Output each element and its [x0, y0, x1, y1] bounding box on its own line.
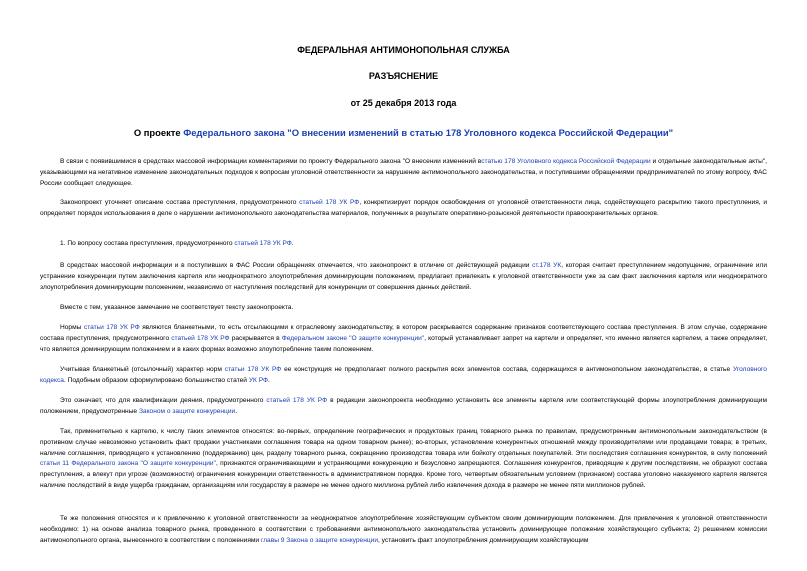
article-178-link[interactable]: статьей 178 УК РФ — [266, 397, 328, 404]
article-178-link[interactable]: статьей 178 УК РФ — [234, 240, 292, 247]
article-178-short-link[interactable]: ст.178 УК — [532, 262, 562, 269]
paragraph-5 — [40, 303, 767, 314]
paragraph-text: . — [291, 240, 294, 247]
document-title — [0, 127, 807, 138]
document-type: РАЗЪЯСНЕНИЕ — [368, 71, 439, 81]
paragraph-text: Так, применительно к картелю, к числу таких элементов относятся: во-первых, определение географических и продуктовых границ товарного рынка по правилам, предусмотренным антимонопольным законодательством (в противном случае невозможно установить факт продажи участниками соглашения товара на одном товарном рынке); во-вторых, установление конкурентных отношений между производителями или продавцами товара; в третьих, наличие соглашения, приводящего к установлению (поддержанию) цен, разделу товарного рынка, сокращению производства товара или бойкоту отдельных покупателей. Эти последствия соглашения конкурентов, в силу положений — [40, 428, 767, 457]
paragraph-2 — [40, 198, 767, 220]
article-178-link[interactable]: статью 178 Уголовного кодекса Российской Федерации — [481, 158, 651, 165]
paragraph-text: , который устанавливает запрет на картели и определяет, что именно является картелем, а также определяет, что является доминирующим положением и в каких формах возможно злоупотребление таким положением. — [40, 334, 768, 353]
paragraph-text: 1. По вопросу состава преступления, предусмотренного — [60, 240, 235, 247]
paragraph-text: , установить факт злоупотребления доминирующим хозяйствующим — [378, 536, 589, 544]
paragraph-text: Законопроект уточняет описание состава преступления, предусмотренного — [60, 199, 300, 206]
competition-law-link[interactable]: Федеральном законе "О защите конкуренции" — [281, 334, 425, 342]
paragraph-text: Те же положения относятся и к привлечению к уголовной ответственности за неоднократное злоупотребление хозяйствующим субъектом своим доминирующим положением. Для привлечения к уголовной ответственности необходимо: 1) на основе анализа товарного рынка, проведенного в соответствии с требованиями антимонопольного законодательства установить доминирующее положение хозяйствующего субъекта; 2) решением комиссии антимонопольного органа, вынесенного в соответствии с положениями — [40, 515, 767, 544]
paragraph-text: Нормы — [60, 324, 84, 331]
title-prefix: О проекте — [133, 127, 184, 138]
paragraph-4 — [40, 261, 767, 293]
paragraph-text: В средствах массовой информации и в поступивших в ФАС России обращениях отмечается, что законопроект в отличие от действующей редакции — [60, 262, 533, 269]
paragraph-text: В связи с появившимися в средствах массовой информации комментариями по проекту Федерального закона "О внесении изменений в — [60, 158, 482, 165]
competition-law-link[interactable]: Законом о защите конкуренции — [138, 407, 236, 415]
paragraph-text: , которая считает преступлением недопущение, ограничение или устранение конкуренции путем заключения картеля или неоднократного злоупотребления доминирующим положением, предлагает привлекать к уголовной ответственности уже за сам факт заключения картеля или неоднократного злоупотребления доминирующим положением, независимо от наступления последствий для конкуренции от совершения данных действий. — [40, 262, 768, 291]
paragraph-9 — [40, 427, 767, 492]
paragraph-text: Вместе с тем, указанное замечание не соответствует тексту законопроекта. — [60, 304, 294, 311]
document-date: от 25 декабря 2013 года — [350, 98, 457, 108]
paragraph-1 — [40, 157, 767, 189]
title-law-link[interactable]: Федерального закона "О внесении изменений в статью 178 Уголовного кодекса Российской Федерации" — [183, 127, 674, 138]
paragraph-text: являются бланкетными, то есть отсылающими к отраслевому законодательству, в котором раскрывается содержание признаков соответствующего состава преступления. В этом случае, содержание состава преступления, предусмотренного — [40, 324, 767, 342]
paragraph-text: ее конструкция не предполагает полного раскрытия всех элементов состава, содержащихся в антимонопольном законодательстве, в статье — [281, 366, 733, 373]
paragraph-text: . — [268, 376, 270, 384]
paragraph-text: , признаются ограничивающими и устраняющими конкуренцию и безусловно запрещаются. Соглашения конкурентов, приводящие к другим последствиям, не образуют состава преступления, а влекут при угрозе (возможности) ограничения конкуренции ответственность в административном порядке. Кроме того, четвертым обязательным условием (признаком) состава уголовно наказуемого картеля является наличие последствий в виде ущерба гражданам, организациям или государству в размере не менее одного миллиона рублей либо извлечения дохода в размере не менее пяти миллионов рублей. — [40, 460, 768, 489]
paragraph-text: в редакции законопроекта необходимо установить все элементы картеля или соответствующей формы злоупотребления доминирующим положением, предусмотренные — [40, 397, 768, 415]
paragraph-10 — [40, 514, 767, 546]
paragraph-text: Учитывая бланкетный (отсылочный) характер норм — [60, 366, 225, 373]
paragraph-text: . Подобным образом сформулировано большинство статей — [63, 376, 249, 384]
paragraph-3 — [40, 239, 767, 250]
uk-rf-link[interactable]: УК РФ — [248, 376, 269, 384]
organization-title: ФЕДЕРАЛЬНАЯ АНТИМОНОПОЛЬНАЯ СЛУЖБА — [297, 45, 510, 55]
paragraph-text: . — [235, 407, 238, 415]
article-178-link[interactable]: статьи 178 УК РФ — [83, 324, 140, 331]
paragraph-text: и отдельные законодательные акты", указывающими на негативное изменение законодательных подходов к вопросам уголовной ответственности за нарушение антимонопольного законодательства, и поступившими обращениями предпринимателей по этому вопросу, ФАС России сообщает следующее. — [40, 158, 768, 187]
article-178-link[interactable]: статьи 178 УК РФ — [224, 366, 282, 373]
paragraph-8 — [40, 396, 767, 418]
paragraph-6 — [40, 323, 767, 355]
article-11-competition-law-link[interactable]: статьи 11 Федерального закона "О защите конкуренции" — [40, 460, 216, 468]
chapter-9-competition-law-link[interactable]: главы 9 Закона о защите конкуренции — [260, 536, 379, 544]
paragraph-text: , конкретизирует порядок освобождения от уголовной ответственности лица, содействующего раскрытию такого преступления, и определяет порядок использования в деле о нарушении антимонопольного законодательства материалов, полученных в результате оперативно-розыскной деятельности правоохранительных органов. — [40, 199, 768, 217]
criminal-code-link[interactable]: Уголовного кодекса — [40, 366, 767, 384]
paragraph-7 — [40, 365, 767, 387]
article-178-link[interactable]: статьей 178 УК РФ — [171, 334, 230, 342]
article-178-link[interactable]: статьей 178 УК РФ — [299, 199, 360, 206]
paragraph-text: Это означает, что для квалификации деяния, предусмотренного — [60, 397, 267, 404]
paragraph-text: раскрывается в — [229, 334, 282, 342]
